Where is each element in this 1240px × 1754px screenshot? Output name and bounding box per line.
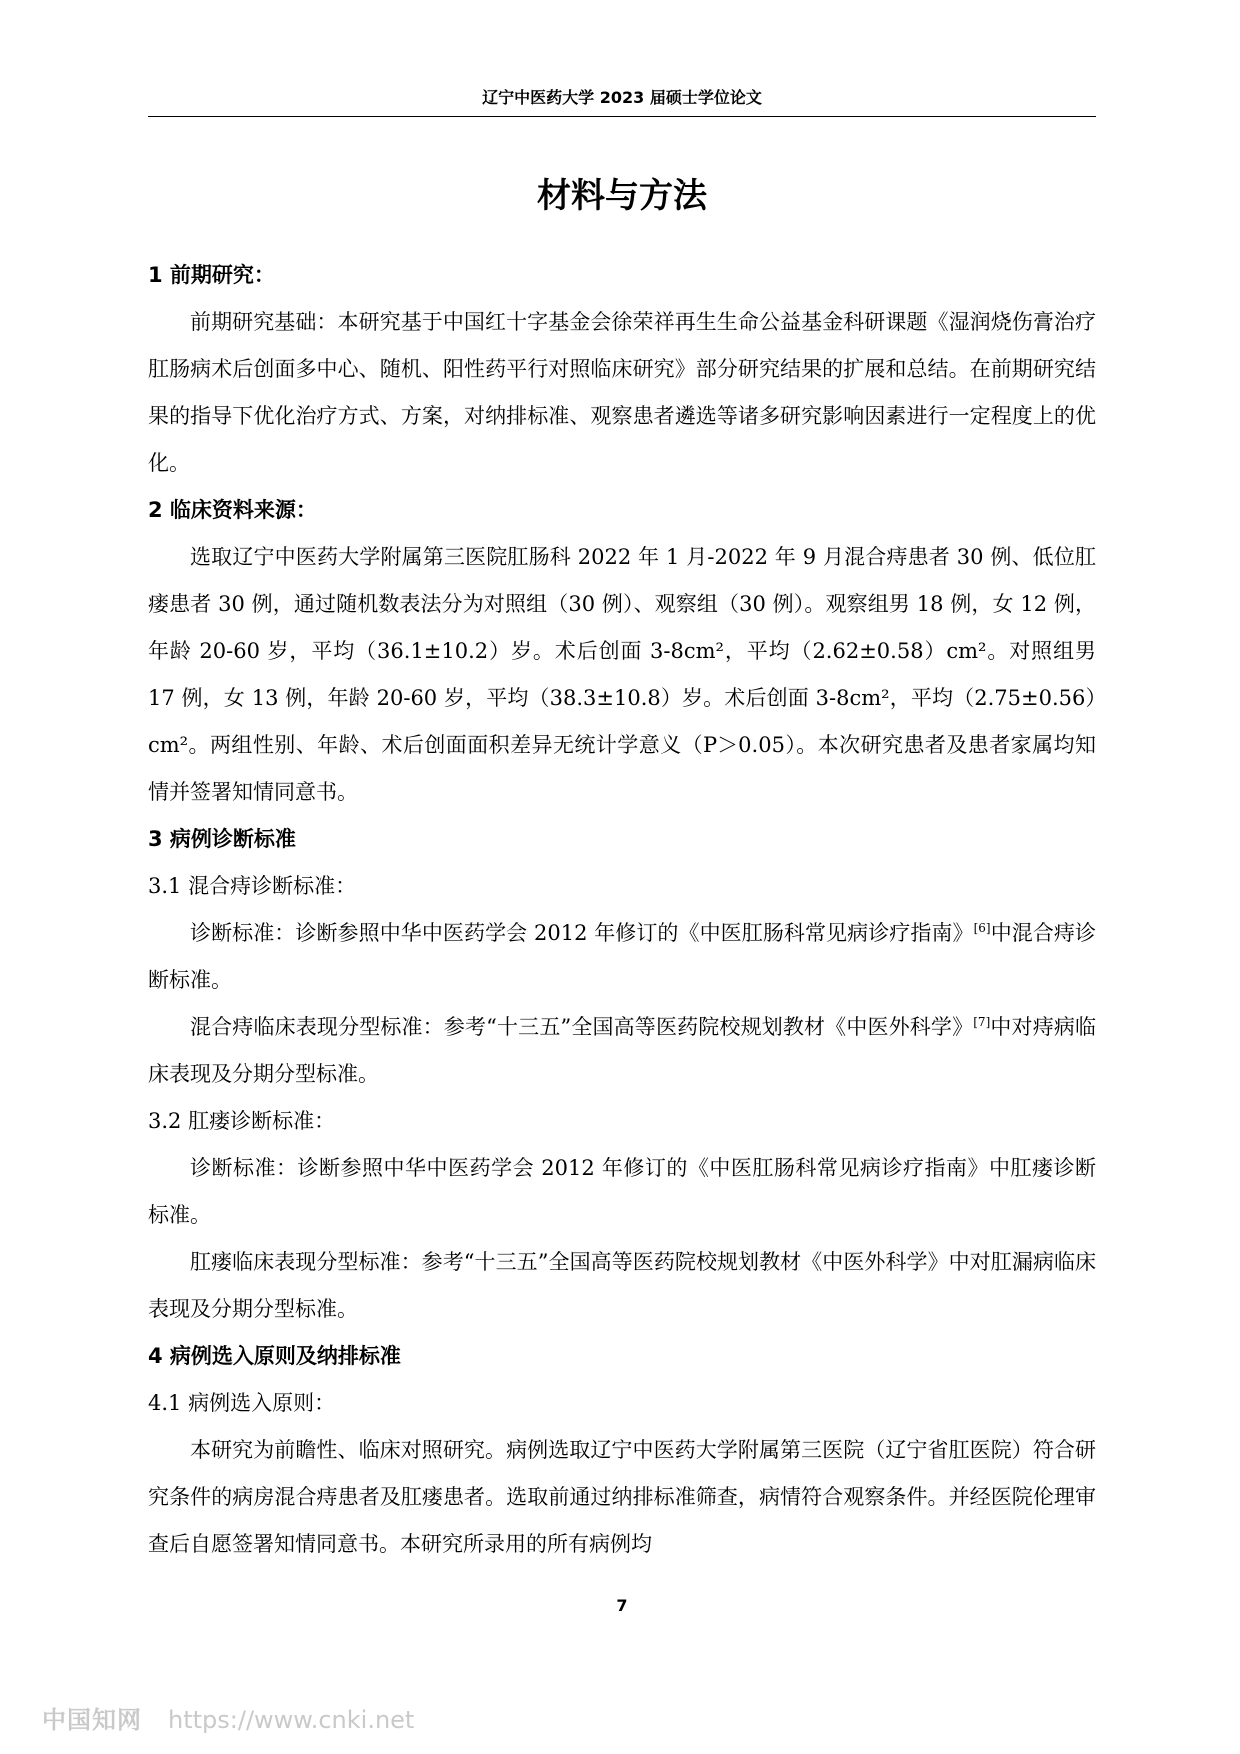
section-heading-1: 1 前期研究：	[148, 263, 275, 287]
page-number: 7	[616, 1596, 628, 1615]
paragraph-text: 混合痔临床表现分型标准：参考“十三五”全国高等医药院校规划教材《中医外科学》	[190, 1015, 974, 1039]
header-rule	[148, 116, 1096, 117]
cnki-logo: 中国知网	[42, 1706, 142, 1734]
section-heading-3: 3 病例诊断标准	[148, 827, 296, 851]
paragraph: 诊断标准：诊断参照中华中医药学会 2012 年修订的《中医肛肠科常见病诊疗指南》中肛瘘诊断标准。	[148, 1156, 1096, 1227]
citation-marker[interactable]: [6]	[973, 921, 991, 935]
paragraph: 选取辽宁中医药大学附属第三医院肛肠科 2022 年 1 月-2022 年 9 月混合痔患者 30 例、低位肛瘘患者 30 例，通过随机数表法分为对照组（30 例）、观察组（30 例）。观察组男 18 例，女 12 例，年龄 20-60 岁，平均（36.1±10.2）岁。术后创面 3-8cm²，平均（2.62±0.58）cm²。对照组男 17 例，女 13 例，年龄 20-60 岁，平均（38.3±10.8）岁。术后创面 3-8cm²，平均（2.75±0.56）cm²。两组性别、年龄、术后创面面积差异无统计学意义（P＞0.05）。本次研究患者及患者家属均知情并签署知情同意书。	[148, 545, 1096, 804]
paragraph-text: 中对痔病临床表现及分期分型标准。	[148, 1015, 1097, 1086]
paragraph: 本研究为前瞻性、临床对照研究。病例选取辽宁中医药大学附属第三医院（辽宁省肛医院）符合研究条件的病房混合痔患者及肛瘘患者。选取前通过纳排标准筛查，病情符合观察条件。并经医院伦理审查后自愿签署知情同意书。本研究所录用的所有病例均	[148, 1438, 1096, 1556]
paragraph-text: 中混合痔诊断标准。	[148, 921, 1096, 992]
paragraph: 前期研究基础：本研究基于中国红十字基金会徐荣祥再生生命公益基金科研课题《湿润烧伤膏治疗肛肠病术后创面多中心、随机、阳性药平行对照临床研究》部分研究结果的扩展和总结。在前期研究结果的指导下优化治疗方式、方案，对纳排标准、观察患者遴选等诸多研究影响因素进行一定程度上的优化。	[148, 310, 1096, 475]
section-heading-4: 4 病例选入原则及纳排标准	[148, 1344, 401, 1368]
paragraph	[148, 1004, 1096, 1098]
body-content	[148, 252, 1096, 1568]
paragraph	[148, 910, 1096, 1004]
watermark-url: https://www.cnki.net	[168, 1706, 415, 1734]
subsection-heading-4-1: 4.1 病例选入原则：	[148, 1391, 336, 1415]
section-heading-2: 2 临床资料来源：	[148, 498, 317, 522]
paragraph-text: 诊断标准：诊断参照中华中医药学会 2012 年修订的《中医肛肠科常见病诊疗指南》	[190, 921, 974, 945]
subsection-heading-3-2: 3.2 肛瘘诊断标准：	[148, 1109, 336, 1133]
subsection-heading-3-1: 3.1 混合痔诊断标准：	[148, 874, 357, 898]
cnki-watermark	[42, 1700, 414, 1735]
paragraph: 肛瘘临床表现分型标准：参考“十三五”全国高等医药院校规划教材《中医外科学》中对肛漏病临床表现及分期分型标准。	[148, 1250, 1096, 1321]
chapter-title: 材料与方法	[537, 176, 707, 216]
citation-marker[interactable]: [7]	[973, 1015, 991, 1029]
running-header: 辽宁中医药大学 2023 届硕士学位论文	[482, 88, 762, 107]
